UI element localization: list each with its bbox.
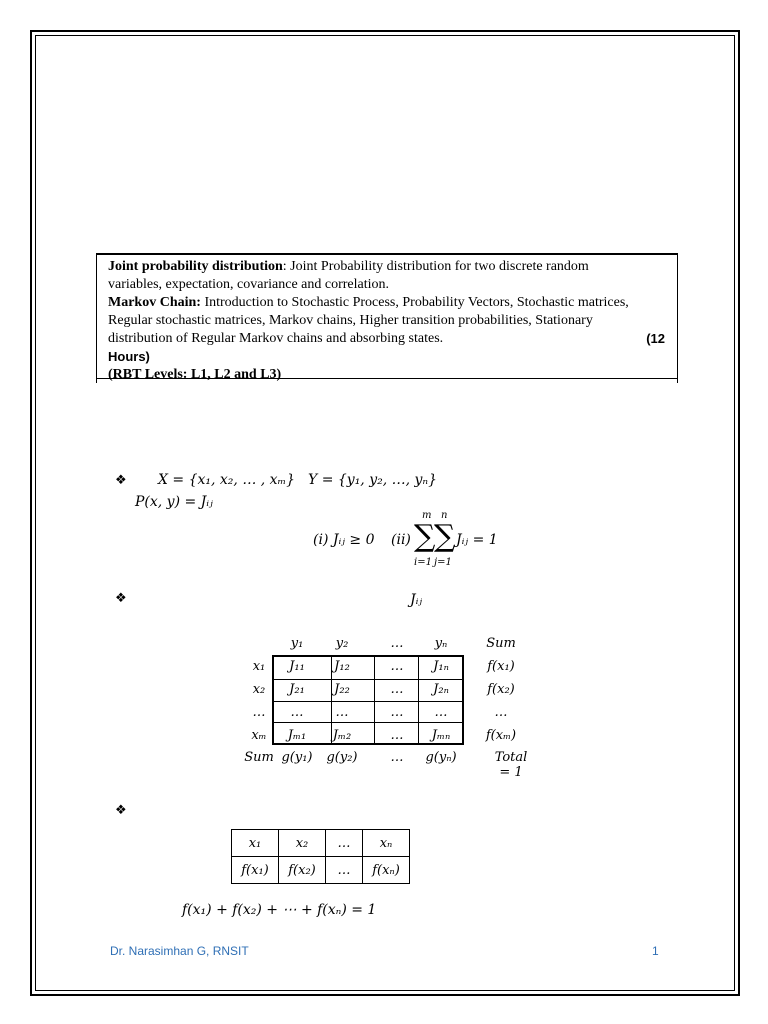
joint-cell: Jₘ₁ bbox=[287, 728, 307, 743]
joint-cell: g(yₙ) bbox=[425, 750, 457, 765]
joint-cell: … bbox=[390, 659, 404, 674]
syllabus-box bbox=[96, 253, 678, 383]
markov-heading: Markov Chain: bbox=[108, 295, 201, 310]
joint-cell: Jₘₙ bbox=[431, 728, 451, 743]
joint-cell: f(xₘ) bbox=[485, 728, 517, 743]
joint-probability-definition: P(x, y) = Jᵢⱼ bbox=[135, 494, 213, 510]
sum-upper-m: m bbox=[422, 510, 432, 521]
sum-sign-i: ∑ bbox=[414, 519, 436, 554]
syllabus-rule-top bbox=[96, 253, 678, 255]
joint-cell: J₁ₙ bbox=[433, 659, 449, 674]
marginal-f-1: f(x₁) bbox=[232, 857, 279, 884]
syllabus-text bbox=[108, 258, 665, 384]
sum-lower-j: j=1 bbox=[434, 557, 452, 568]
hours-close: Hours) bbox=[108, 349, 150, 364]
jij-label: Jᵢⱼ bbox=[410, 592, 423, 608]
joint-cell: f(x₁) bbox=[487, 659, 515, 674]
joint-cell: … bbox=[390, 728, 404, 743]
condition-2: Jᵢⱼ = 1 bbox=[456, 532, 498, 548]
joint-cell: g(y₁) bbox=[281, 750, 313, 765]
condition-2-label: (ii) bbox=[391, 532, 411, 548]
sum-upper-n: n bbox=[441, 510, 448, 521]
joint-cell: … bbox=[390, 682, 404, 697]
marginal-x-ellipsis: … bbox=[326, 830, 363, 857]
sum-sign-j: ∑ bbox=[434, 519, 456, 554]
joint-cell: … bbox=[434, 705, 448, 720]
joint-cell: … bbox=[494, 705, 508, 720]
hours-open: (12 bbox=[646, 331, 665, 346]
marginal-table-row-f bbox=[232, 857, 410, 884]
markov-text-1: Introduction to Stochastic Process, Probability Vectors, Stochastic matrices, bbox=[200, 295, 629, 310]
markov-text-3: distribution of Regular Markov chains and absorbing states. bbox=[108, 331, 444, 346]
joint-cell: … bbox=[335, 705, 349, 720]
syllabus-rule-left bbox=[96, 253, 97, 383]
bullet-3: ❖ bbox=[115, 803, 127, 818]
bullet-1: ❖ bbox=[115, 473, 127, 488]
joint-cell: J₂₁ bbox=[289, 682, 305, 697]
marginal-f-ellipsis: … bbox=[326, 857, 363, 884]
marginal-sum-equation: f(x₁) + f(x₂) + ⋯ + f(xₙ) = 1 bbox=[182, 902, 377, 918]
marginal-table bbox=[231, 829, 410, 884]
joint-cell: J₂ₙ bbox=[433, 682, 449, 697]
syllabus-rule-right bbox=[677, 253, 678, 383]
marginal-x-n: xₙ bbox=[363, 830, 410, 857]
marginal-x-2: x₂ bbox=[279, 830, 326, 857]
marginal-table-row-x bbox=[232, 830, 410, 857]
joint-cell: J₁₂ bbox=[334, 659, 350, 674]
marginal-f-2: f(x₂) bbox=[279, 857, 326, 884]
joint-cell: J₂₂ bbox=[334, 682, 350, 697]
joint-col-header: Sum bbox=[486, 636, 516, 651]
page-number: 1 bbox=[652, 944, 659, 958]
joint-cell: g(y₂) bbox=[326, 750, 358, 765]
joint-cell: … bbox=[290, 705, 304, 720]
joint-text-2: variables, expectation, covariance and correlation. bbox=[108, 277, 390, 292]
condition-1: (i) Jᵢⱼ ≥ 0 bbox=[313, 532, 375, 548]
joint-cell: f(x₂) bbox=[487, 682, 515, 697]
joint-cell: … bbox=[390, 705, 404, 720]
joint-col-header: y₂ bbox=[335, 636, 349, 651]
joint-row-header: xₘ bbox=[251, 728, 267, 743]
joint-col-header: yₙ bbox=[434, 636, 448, 651]
joint-cell: Jₘ₂ bbox=[332, 728, 352, 743]
set-y: Y = {y₁, y₂, …, yₙ} bbox=[308, 472, 438, 488]
sum-lower-i: i=1 bbox=[414, 557, 432, 568]
bullet-2: ❖ bbox=[115, 591, 127, 606]
joint-cell: … bbox=[390, 750, 404, 765]
rbt-levels: (RBT Levels: L1, L2 and L3) bbox=[108, 367, 282, 382]
joint-total: Total = 1 bbox=[494, 750, 528, 780]
joint-cell: J₁₁ bbox=[289, 659, 305, 674]
joint-row-header: … bbox=[252, 705, 266, 720]
footer-author: Dr. Narasimhan G, RNSIT bbox=[110, 944, 249, 958]
marginal-f-n: f(xₙ) bbox=[363, 857, 410, 884]
marginal-x-1: x₁ bbox=[232, 830, 279, 857]
joint-text: : Joint Probability distribution for two discrete random bbox=[282, 259, 589, 274]
markov-text-2: Regular stochastic matrices, Markov chains, Higher transition probabilities, Stationary bbox=[108, 313, 593, 328]
joint-row-header: Sum bbox=[244, 750, 274, 765]
joint-row-header: x₁ bbox=[252, 659, 266, 674]
joint-row-header: x₂ bbox=[252, 682, 266, 697]
joint-col-header: … bbox=[390, 636, 404, 651]
joint-heading: Joint probability distribution bbox=[108, 259, 283, 274]
set-x: X = {x₁, x₂, … , xₘ} bbox=[158, 472, 296, 488]
joint-col-header: y₁ bbox=[290, 636, 304, 651]
